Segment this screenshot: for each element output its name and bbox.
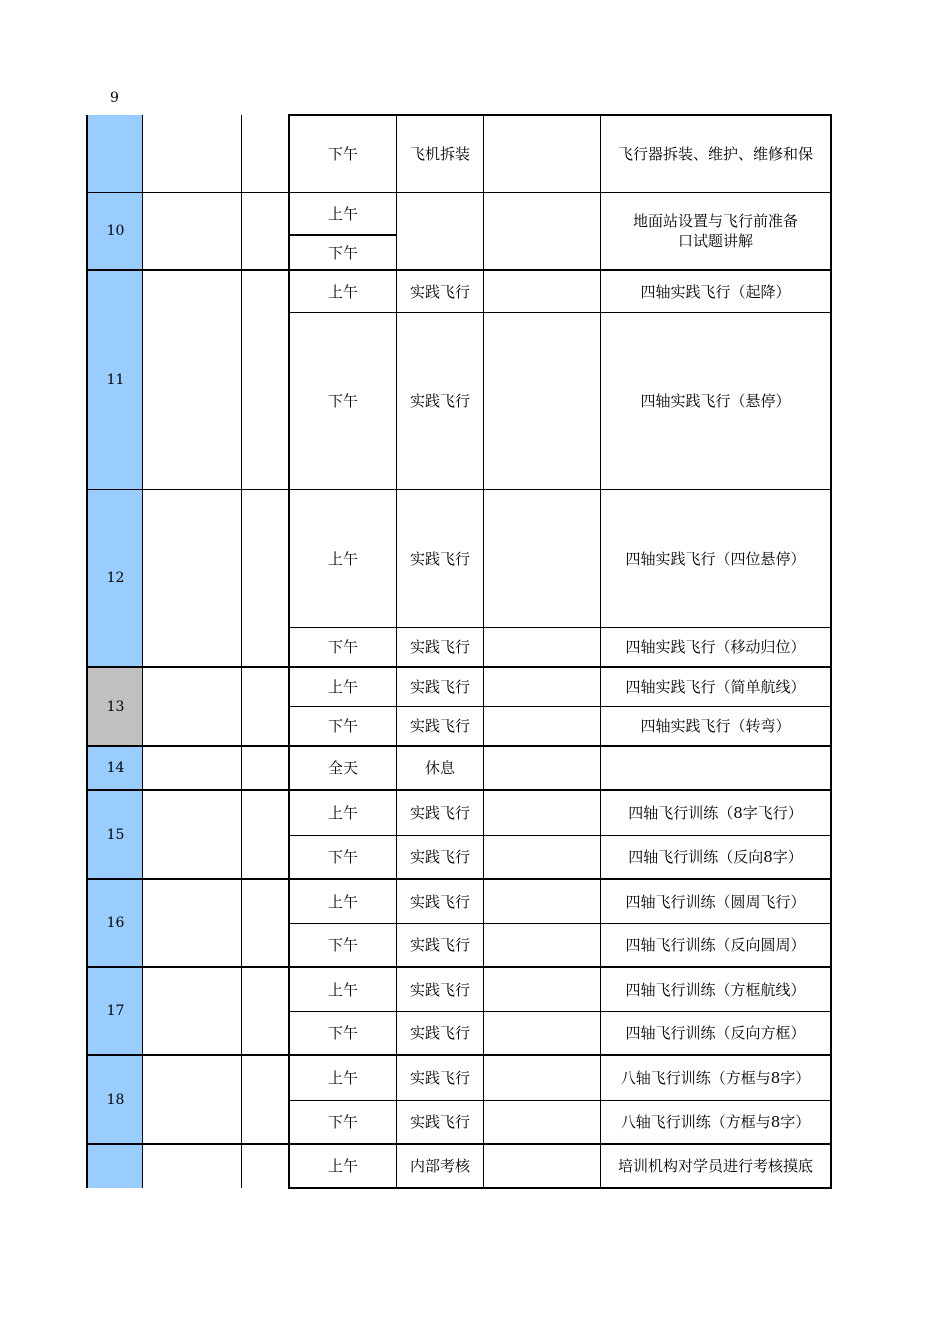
content-cell: 四轴实践飞行（悬停） <box>640 392 791 410</box>
type-cell: 实践飞行 <box>409 980 470 999</box>
day-cell-16: 16 <box>88 880 143 966</box>
period-cell: 下午 <box>327 1024 358 1042</box>
period-cell: 下午 <box>327 243 358 262</box>
day-cell-19 <box>88 1145 143 1188</box>
type-cell: 内部考核 <box>409 1157 470 1175</box>
period-cell: 下午 <box>327 717 358 735</box>
grid-line <box>483 115 484 1188</box>
type-cell: 实践飞行 <box>409 1024 470 1042</box>
day-cell-13: 13 <box>88 668 143 745</box>
content-cell: 四轴实践飞行（简单航线） <box>625 678 806 696</box>
type-cell: 实践飞行 <box>409 717 470 735</box>
content-cell: 四轴飞行训练（反向8字） <box>628 848 803 866</box>
period-cell: 下午 <box>327 392 358 410</box>
grid-line <box>288 1187 832 1189</box>
type-cell: 实践飞行 <box>409 549 470 568</box>
type-cell: 实践飞行 <box>409 936 470 954</box>
type-cell: 飞机拆装 <box>409 145 470 163</box>
content-cell: 四轴飞行训练（8字飞行） <box>628 804 803 822</box>
type-cell: 实践飞行 <box>409 848 470 866</box>
day-cell-12: 12 <box>88 490 143 666</box>
period-cell: 下午 <box>327 936 358 954</box>
content-cell: 八轴飞行训练（方框与8字） <box>620 1069 811 1087</box>
grid-line <box>86 115 88 1188</box>
content-cell: 四轴实践飞行（移动归位） <box>625 638 806 656</box>
period-cell: 上午 <box>327 980 358 999</box>
day-cell-10: 10 <box>88 193 143 269</box>
content-cell: 培训机构对学员进行考核摸底 <box>617 1157 813 1175</box>
period-cell: 上午 <box>327 204 358 223</box>
merged-cover <box>397 193 483 269</box>
type-cell: 休息 <box>424 759 455 777</box>
period-cell: 上午 <box>327 1069 358 1087</box>
type-cell: 实践飞行 <box>409 638 470 656</box>
content-line: 口试题讲解 <box>677 232 753 250</box>
type-cell: 实践飞行 <box>409 678 470 696</box>
day-cell-17: 17 <box>88 968 143 1054</box>
day-cell-14: 14 <box>88 747 143 789</box>
grid-line <box>483 193 484 269</box>
type-cell: 实践飞行 <box>409 392 470 410</box>
content-line: 地面站设置与飞行前准备 <box>632 212 798 230</box>
type-cell: 实践飞行 <box>409 804 470 822</box>
grid-line <box>142 115 143 1188</box>
period-cell: 上午 <box>327 804 358 822</box>
type-cell: 实践飞行 <box>409 282 470 301</box>
period-cell: 上午 <box>327 282 358 301</box>
period-cell: 下午 <box>327 848 358 866</box>
period-cell: 下午 <box>327 638 358 656</box>
page-number: 9 <box>110 90 119 106</box>
grid-line <box>830 115 832 1188</box>
day-cell-15: 15 <box>88 791 143 878</box>
type-cell: 实践飞行 <box>409 1069 470 1087</box>
content-cell: 四轴飞行训练（反向方框） <box>625 1024 806 1042</box>
period-cell: 下午 <box>327 145 358 163</box>
content-cell: 飞行器拆装、维护、维修和保 <box>617 145 813 163</box>
period-cell: 上午 <box>327 678 358 696</box>
period-cell: 上午 <box>327 892 358 911</box>
grid-line <box>241 115 242 1188</box>
content-cell: 四轴飞行训练（反向圆周） <box>625 936 806 954</box>
content-cell <box>601 193 830 269</box>
content-cell: 四轴飞行训练（方框航线） <box>625 980 806 999</box>
content-cell: 八轴飞行训练（方框与8字） <box>620 1113 811 1131</box>
day-cell-9 <box>88 115 143 192</box>
period-cell: 上午 <box>327 1157 358 1175</box>
period-cell: 下午 <box>327 1113 358 1131</box>
day-cell-18: 18 <box>88 1056 143 1143</box>
period-cell: 全天 <box>327 759 358 777</box>
merged-cover <box>484 193 600 269</box>
content-cell: 四轴实践飞行（转弯） <box>640 717 791 735</box>
type-cell: 实践飞行 <box>409 892 470 911</box>
period-cell: 上午 <box>327 549 358 568</box>
content-cell: 四轴飞行训练（圆周飞行） <box>625 892 806 911</box>
day-cell-11: 11 <box>88 271 143 489</box>
content-cell: 四轴实践飞行（四位悬停） <box>625 549 806 568</box>
content-cell: 四轴实践飞行（起降） <box>640 282 791 301</box>
type-cell: 实践飞行 <box>409 1113 470 1131</box>
